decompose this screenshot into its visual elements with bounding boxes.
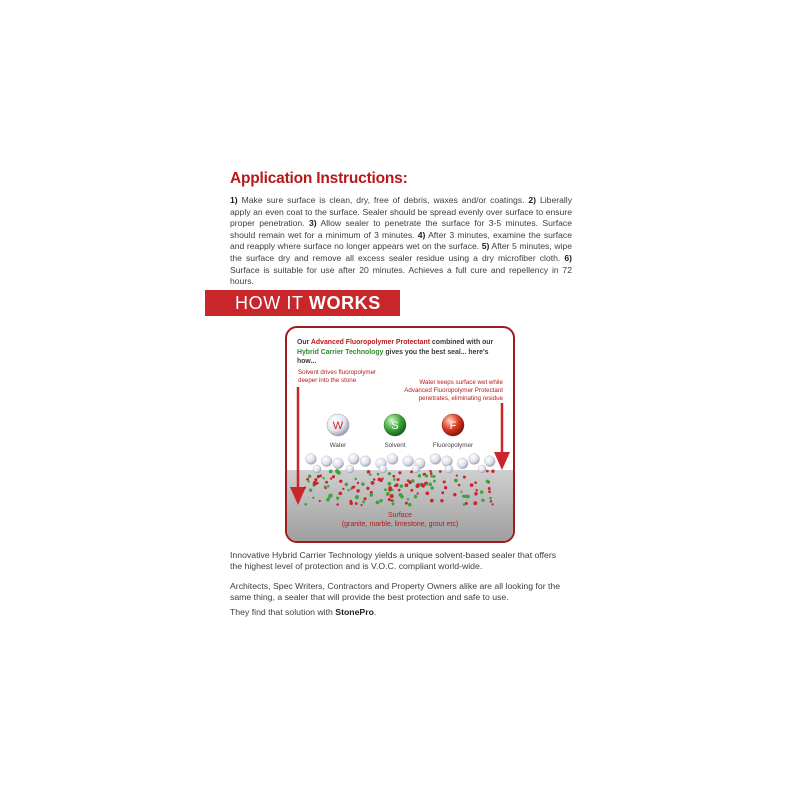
step-number: 4) [417,229,426,240]
fluoropolymer-particle [439,470,442,473]
solvent-particle [425,474,428,477]
solvent-particle [329,494,333,498]
solvent-particle [309,488,312,491]
water-bubble [387,454,398,465]
fluoropolymer-particle [474,481,477,484]
solvent-particle [361,482,364,485]
water-bubble [403,456,414,467]
solvent-particle [408,503,412,507]
solvent-particle [430,486,433,489]
fluoropolymer-particle [313,481,317,485]
fluoropolymer-particle [491,470,494,473]
solvent-particle [411,479,415,483]
fluoropolymer-particle [349,502,353,506]
fluoropolymer-particle [416,492,418,494]
right-arrow [494,403,510,470]
fluoropolymer-particle [463,476,466,479]
water-label: Water [329,442,347,449]
fluoropolymer-particle [317,475,320,478]
solvent-particle [308,475,311,478]
fluoropolymer-particle [473,501,477,505]
water-bubble [379,465,387,473]
solvent-particle [388,472,391,475]
fluoropolymer-particle [440,499,443,502]
solvent-particle [369,493,373,497]
instructions-title: Application Instructions: [230,170,408,187]
fluoropolymer-particle [306,478,309,481]
instructions-body [230,195,572,288]
how-it-works-diagram [285,326,515,543]
fluoropolymer-particle [351,486,353,488]
solvent-particle [335,469,339,473]
solvent-particle [304,503,307,506]
fluoropolymer-particle [423,473,426,476]
solvent-particle [464,495,467,498]
solvent-particle [428,483,432,487]
fluoropolymer-particle [407,479,410,482]
sealer-particles [304,469,495,506]
solvent-particle [414,495,418,499]
water-bubble [346,465,354,473]
solvent-particle [354,478,356,480]
solvent-particle [430,475,433,478]
solvent-particle [407,498,409,500]
fluoropolymer-particle [388,488,392,492]
fluoropolymer-particle [441,491,444,494]
water-bubble [430,454,441,465]
water-bubble [445,465,453,473]
fluoropolymer-particle [443,480,446,483]
solvent-callout: Solvent drives fluoropolymer deeper into the stone [298,369,377,384]
fluoropolymer-particle [488,487,491,490]
intro-text: gives you the best seal... here's how... [297,348,489,365]
fluoropolymer-particle [319,500,321,502]
step-text: Liberally apply an even coat to the surface. Sealer should be spread evenly over surface to ensure proper penetration. [230,195,572,229]
fluoropolymer-particle [486,470,489,473]
water-bubble [306,454,317,465]
fluoropolymer-particle [367,470,371,474]
fluoropolymer-particle [355,502,358,505]
solvent-particle [326,498,330,502]
surface-caption [287,511,513,529]
step-number: 6) [564,252,572,263]
solvent-particle [418,474,421,477]
fluoropolymer-particle [398,471,401,474]
fluoropolymer-particle [397,478,400,481]
fluoropolymer-particle [378,478,382,482]
fluoropolymer-particle [339,480,342,483]
solvent-particle [345,483,349,487]
solution-period: . [373,607,377,617]
fluoropolymer-particle [371,481,375,485]
fluoropolymer-particle [430,472,433,475]
diagram-intro [297,338,507,367]
water-bubble [469,454,480,465]
fluoropolymer-particle [416,484,420,488]
solvent-particle [362,500,365,503]
water-bubble [442,456,453,467]
water-bubble [484,456,495,467]
fluoropolymer-particle [410,470,413,473]
water-bubble [313,465,321,473]
fluoropolymer-particle [336,503,339,506]
audience-paragraph: Architects, Spec Writers, Contractors and Property Owners alike are all looking for the same thing, a sealer that will provide the best protection and safe to use. [230,581,561,603]
solvent-particle [432,475,435,478]
intro-highlight-protectant: Advanced Fluoropolymer Protectant [310,339,430,346]
fluoropolymer-particle [325,481,328,484]
solvent-particle [379,499,382,502]
intro-text: combined with our [430,339,494,346]
solvent-particle [376,500,380,504]
fluoropolymer-particle [453,493,457,497]
fluoropolymer-particle [465,502,468,505]
solvent-particle [489,497,492,500]
step-number: 3) [308,218,317,229]
fluoropolymer-particle [410,489,413,492]
solvent-particle [392,502,395,505]
brand-name: StonePro [335,607,374,617]
surface-detail: (granite, marble, limestone, grout etc) [341,521,459,528]
technology-paragraph: Innovative Hybrid Carrier Technology yields a unique solvent-based sealer that offers the highest level of protection and is V.O.C. compliant world-wide. [230,550,557,572]
fluoropolymer-particle [404,483,408,487]
fluoropolymer-particle [491,503,493,505]
fluoropolymer-particle [429,470,432,473]
step-number: 5) [481,241,490,252]
water-bubble [348,454,359,465]
intro-text: Our [297,339,311,346]
step-number: 2) [528,195,537,205]
fluoropolymer-particle [360,504,362,506]
solvent-particle [460,491,462,493]
solution-text: They find that solution with [230,607,336,617]
fluoropolymer-particle [474,492,478,496]
water-bubble [457,458,468,469]
solvent-particle [336,496,339,499]
fluoropolymer-particle [470,483,474,487]
water-bubble [412,465,420,473]
water-bubble [321,456,332,467]
solvent-particle [355,495,359,499]
banner-text-bold: WORKS [308,293,381,313]
fluoropolymer-particle [405,502,408,505]
solvent-particle [369,473,372,476]
fluoropolymer-particle [356,489,359,492]
step-text: After 5 minutes, wipe the surface dry and remove all excess sealer residue using a dry microfiber cloth. [230,241,572,263]
solvent-particle [312,497,314,499]
fluoropolymer-particle [392,475,395,478]
fluoropolymer-particle [475,489,478,492]
solvent-particle [393,478,396,481]
fluoropolymer-particle [314,478,317,481]
water-bubble [360,456,371,467]
fluoropolymer-particle [421,484,425,488]
solvent-particle [387,482,391,486]
step-text: Surface is suitable for use after 20 minutes. Achieves a full cure and repellency in 72 hours. [230,264,572,287]
water-bubbles [306,454,496,473]
fluoropolymer-particle [363,497,366,500]
fluoropolymer-particle [458,484,461,487]
solvent-particle [386,494,388,496]
left-arrow [290,387,306,505]
solvent-particle [347,489,349,491]
solvent-particle [433,480,436,483]
solvent-label: Solvent [384,442,406,449]
solvent-particle [481,499,484,502]
how-it-works-banner [205,290,400,316]
fluoropolymer-label: Fluoropolymer [432,442,474,449]
intro-highlight-carrier: Hybrid Carrier Technology [297,348,384,356]
banner-text-light: HOW IT [235,293,309,313]
solvent-particle [400,484,404,488]
step-text: Allow sealer to penetrate the surface for 3-5 minutes. Surface should remain wet for a minimum of 3 minutes. [230,218,572,240]
water-callout: Water keeps surface wet while Advanced Fluoropolymer Protectant penetrates, eliminating residue [404,379,503,402]
fluoropolymer-particle [366,487,369,490]
step-number: 1) [230,195,238,205]
solvent-particle [400,495,404,499]
fluoropolymer-particle [430,499,434,503]
solvent-particle [454,479,458,483]
fluoropolymer-letter: F [449,420,457,432]
solvent-particle [426,483,428,485]
fluoropolymer-particle [342,488,344,490]
solvent-particle [329,470,333,474]
solvent-particle [486,480,489,483]
fluoropolymer-particle [398,489,401,492]
fluoropolymer-particle [390,494,394,498]
fluoropolymer-particle [490,500,493,503]
fluoropolymer-particle [456,475,458,477]
solvent-particle [327,485,330,488]
solvent-letter: S [391,420,399,432]
fluoropolymer-particle [332,475,335,478]
fluoropolymer-particle [444,486,447,489]
water-bubble [333,458,344,469]
solvent-particle [384,488,387,491]
fluoropolymer-particle [373,478,376,481]
step-text: Make sure surface is clean, dry, free of debris, waxes and/or coatings. [237,195,529,205]
fluoropolymer-particle [357,482,359,484]
surface-label: Surface [387,512,413,519]
solvent-particle [480,490,483,493]
fluoropolymer-particle [425,491,429,495]
water-bubble [478,465,486,473]
solution-paragraph [230,607,570,618]
solvent-particle [324,485,326,487]
fluoropolymer-particle [339,492,343,496]
solvent-particle [308,480,310,482]
fluoropolymer-particle [330,477,332,479]
water-letter: W [332,420,344,432]
step-text: After 3 minutes, examine the surface and reapply where surface no longer appears wet on the surface. [230,229,572,252]
fluoropolymer-particle [390,499,392,501]
fluoropolymer-particle [488,490,491,493]
solvent-particle [377,473,380,476]
fluoropolymer-particle [394,485,396,487]
solvent-particle [322,477,324,479]
